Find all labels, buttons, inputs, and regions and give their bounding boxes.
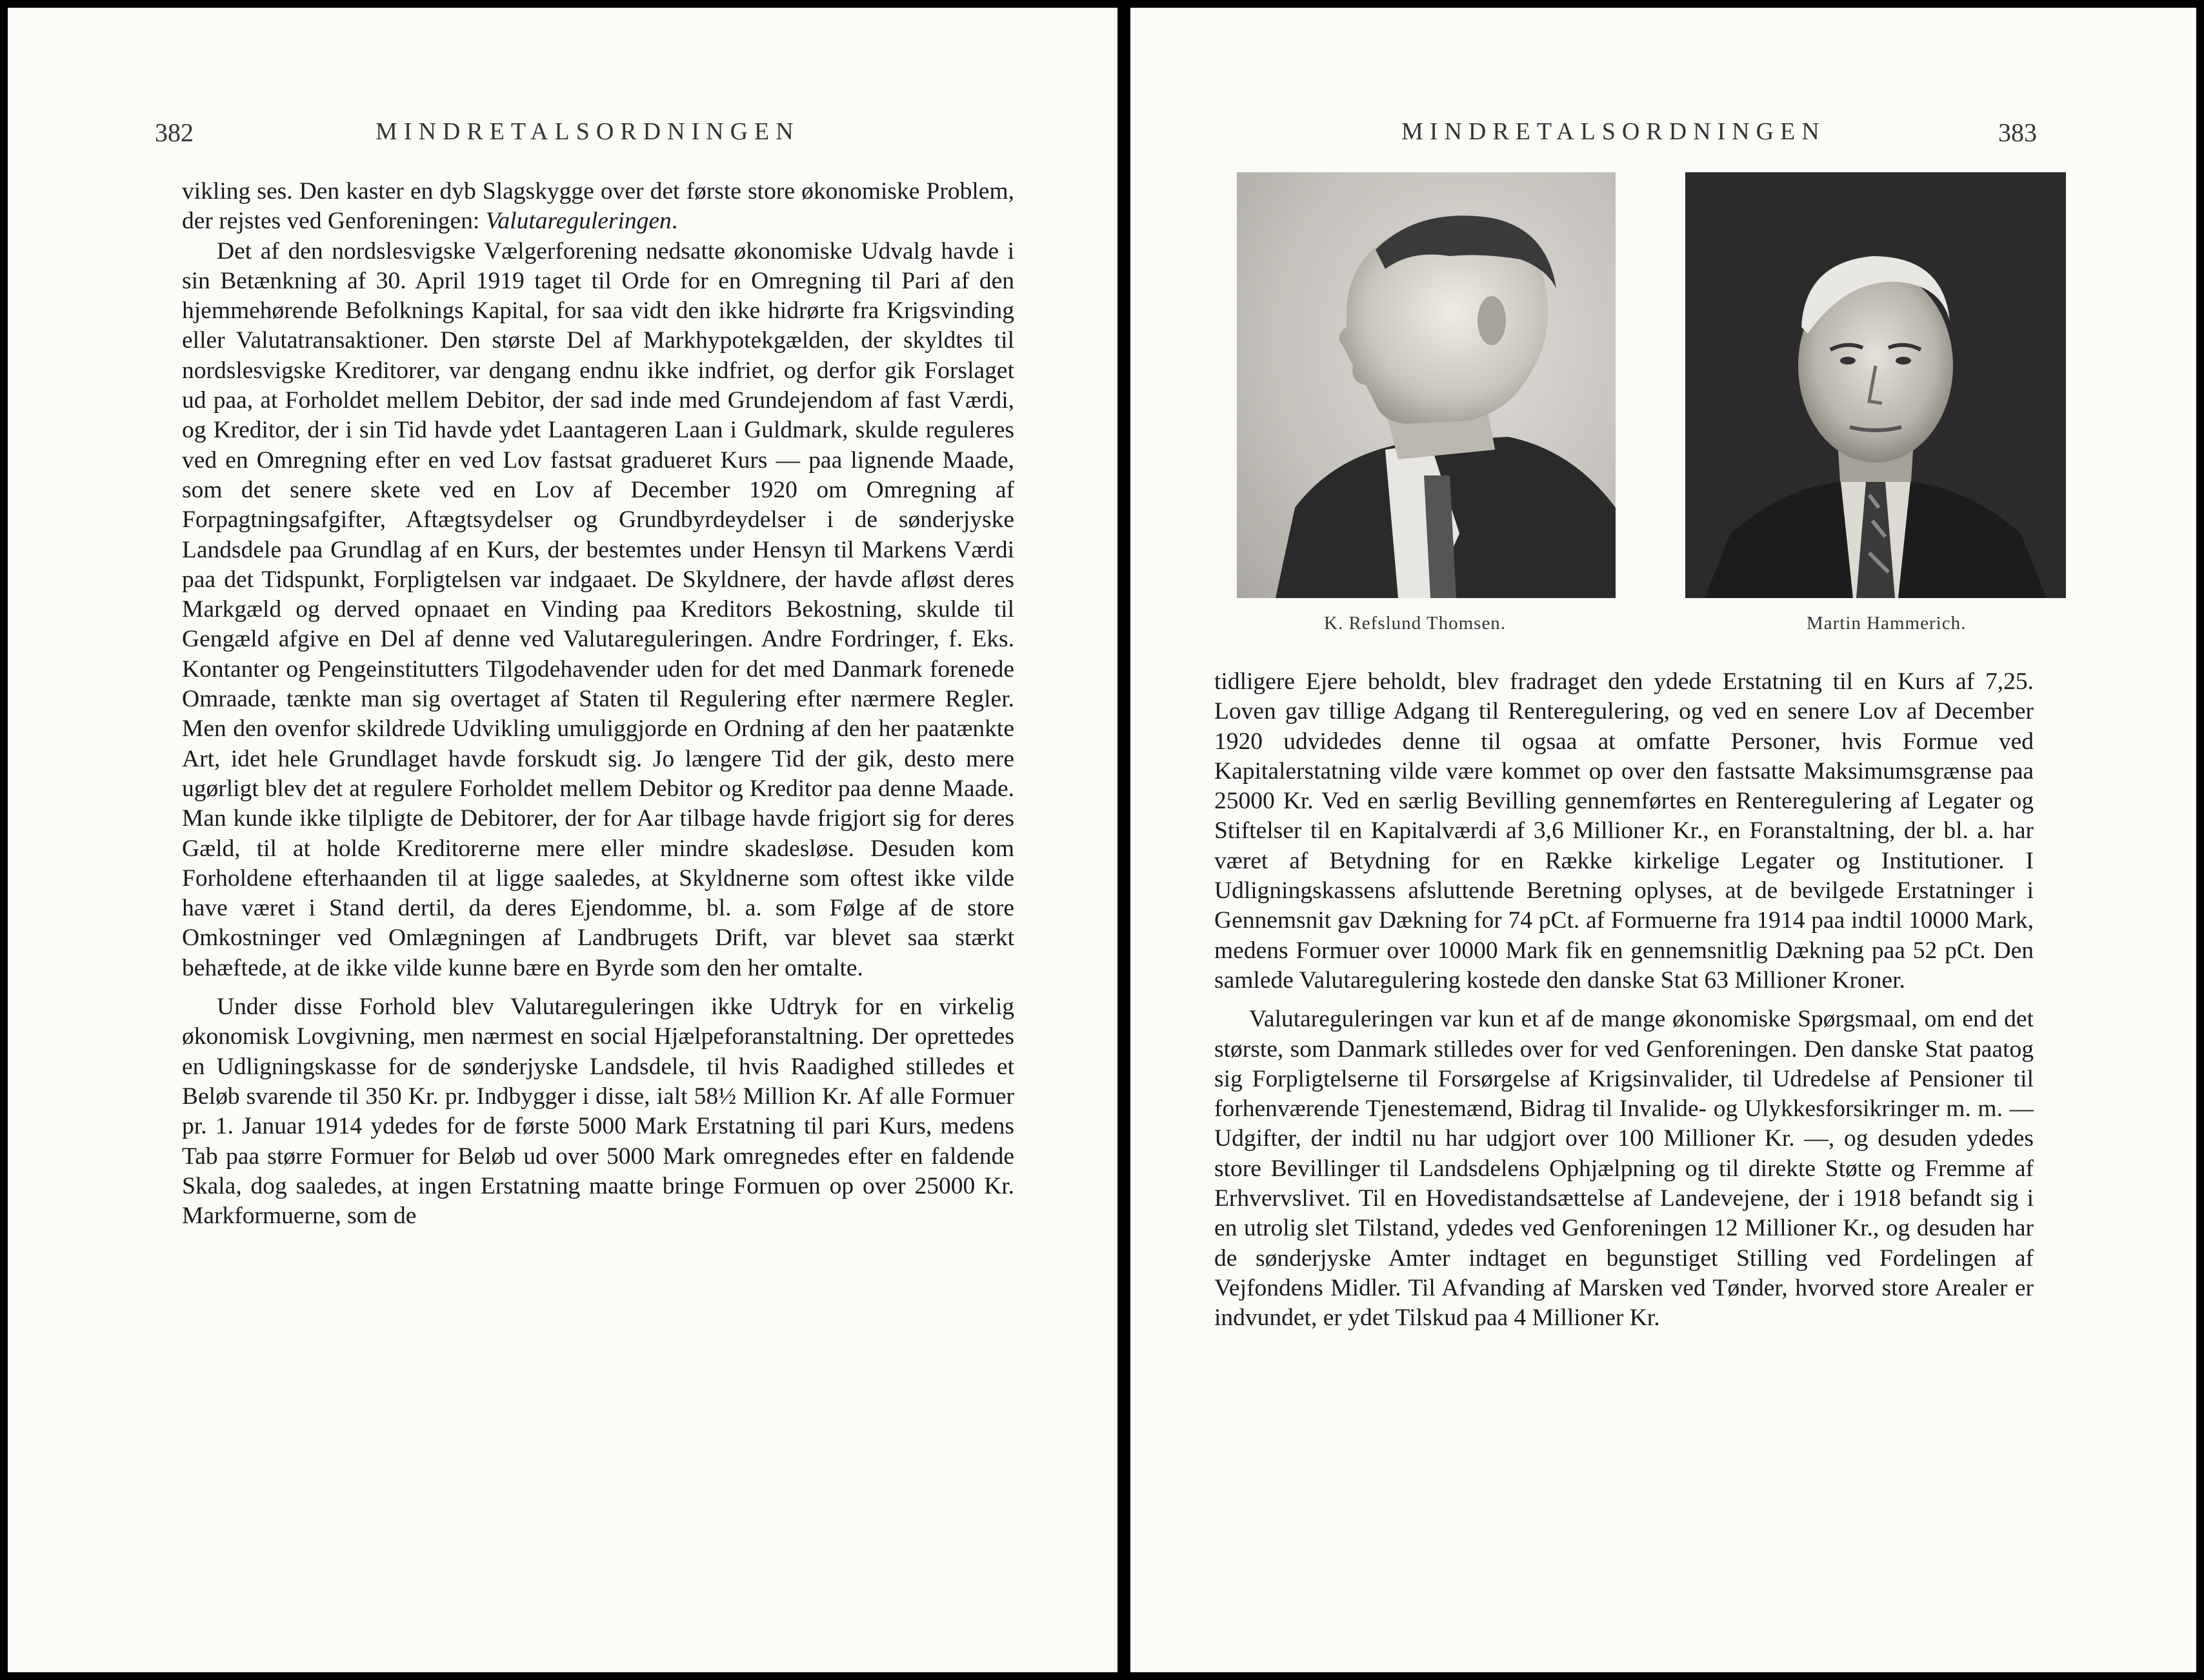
paragraph-text: . [671, 208, 678, 235]
portrait-photo-thomsen [1237, 172, 1616, 598]
body-text [1214, 667, 2034, 1334]
emphasis-term: Valutareguleringen [485, 208, 672, 235]
running-head: MINDRETALSORDNINGEN [376, 118, 800, 145]
right-page [1130, 8, 2196, 1672]
portrait-caption: Martin Hammerich. [1807, 613, 1967, 634]
paragraph [182, 177, 1014, 237]
paragraph: Under disse Forhold blev Valutareguleringen ikke Udtryk for en virkelig økonomisk Lovgivning, men nærmest en social Hjælpeforanstaltning. Der oprettedes en Udligningskasse for de sønderjyske Landsdele, til hvis Raadighed stilledes et Beløb svarende til 350 Kr. pr. Indbygger i disse, ialt 58½ Million Kr. Af alle Formuer pr. 1. Januar 1914 ydedes for de første 5000 Mark Erstatning til pari Kurs, medens Tab paa større Formuer for Beløb ud over 5000 Mark omregnedes efter en faldende Skala, dog saaledes, at ingen Erstatning maatte bringe Formuen op over 25000 Kr. Markformuerne, som de [182, 994, 1014, 1230]
profile-portrait-image [1237, 172, 1616, 598]
frontal-portrait-image [1685, 172, 2066, 598]
page-number: 382 [155, 118, 194, 147]
body-text [182, 177, 1014, 1231]
left-page [8, 8, 1117, 1672]
paragraph: Det af den nordslesvigske Vælgerforening nedsatte økonomiske Udvalg havde i sin Betænkning af 30. April 1919 taget til Orde for en Omregning til Pari af den hjemmehørende Befolknings Kapital, for saa vidt den ikke hidrørte fra Krigsvinding eller Valutatransaktioner. Den største Del af Markhypotekgælden, der skyldtes til nordslesvigske Kreditorer, var dengang endnu ikke indfriet, og derfor gik Forslaget ud paa, at Forholdet mellem Debitor, der sad inde med Grundejendom af fast Værdi, og Kreditor, der i sin Tid havde ydet Laantageren Laan i Guldmark, skulde reguleres ved en Omregning efter en ved Lov fastsat gradueret Kurs — paa lignende Maade, som det senere skete ved en Lov af December 1920 om Omregning af Forpagtningsafgifter, Aftægtsydelser og Grundbyrdeydelser i de sønderjyske Landsdele paa Grundlag af en Kurs, der bestemtes under Hensyn til Markens Værdi paa det Tidspunkt, Forpligtelsen var indgaaet. De Skyldnere, der havde afløst deres Markgæld og derved opnaaet en Vinding paa Kreditors Bekostning, skulde til Gengæld afgive en Del af denne ved Valutareguleringen. Andre Fordringer, f. Eks. Kontanter og Pengeinstitutters Tilgodehavender uden for det med Danmark forenede Omraade, tænkte man sig overtaget af Staten til Regulering efter nærmere Regler. Men den ovenfor skildrede Udvikling umuliggjorde en Ordning af den her paatænkte Art, idet hele Grundlaget havde forskudt sig. Jo længere Tid der gik, desto mere ugørligt blev det at regulere Forholdet mellem Debitor og Kreditor paa denne Maade. Man kunde ikke tilpligte de Debitorer, der for Aar tilbage havde frigjort sig for deres Gæld, til at holde Kreditorerne mere eller mindre skadesløse. Desuden kom Forholdene efterhaanden til at ligge saaledes, at Skyldnerne som oftest ikke vilde have været i Stand dertil, da deres Ejendomme, bl. a. som Følge af de store Omkostninger ved Omlægningen af Landbrugets Drift, var blevet saa stærkt behæftede, at de ikke vilde kunne bære en Byrde som den her omtalte. [182, 237, 1014, 981]
running-head: MINDRETALSORDNINGEN [1401, 118, 1826, 145]
paragraph-text: vikling ses. Den kaster en dyb Slagskygge over det første store økonomiske Problem, der rejstes ved Genforeningen: [182, 178, 1014, 235]
portrait-caption: K. Refslund Thomsen. [1324, 613, 1507, 634]
paragraph: tidligere Ejere beholdt, blev fradraget den ydede Erstatning til en Kurs af 7,25. Loven gav tillige Adgang til Renteregulering, og ved en senere Lov af December 1920 udvidedes denne til ogsaa at omfatte Personer, hvis Formue ved Kapitalerstatning vilde være kommet op over den fastsatte Maksimumsgrænse paa 25000 Kr. Ved en særlig Bevilling gennemførtes en Renteregulering af Legater og Stiftelser til en Kapitalværdi af 3,6 Millioner Kr., en Foranstaltning, der bl. a. har været af Betydning for en Række kirkelige Legater og Institutioner. I Udligningskassens afsluttende Beretning oplyses, at de bevilgede Erstatninger i Gennemsnit gav Dækning for 74 pCt. af Formuerne fra 1914 paa indtil 10000 Mark, medens Formuer over 10000 Mark fik en gennemsnitlig Dækning paa 52 pCt. Den samlede Valutaregulering kostede den danske Stat 63 Millioner Kroner. [1214, 668, 2034, 994]
paragraph: Valutareguleringen var kun et af de mange økonomiske Spørgsmaal, om end det største, som Danmark stilledes over for ved Genforeningen. Den danske Stat paatog sig Forpligtelserne til Forsørgelse af Krigsinvalider, til Udredelse af Pensioner til forhenværende Tjenestemænd, Bidrag til Invalide- og Ulykkesforsikringer m. m. — Udgifter, der indtil nu har udgjort over 100 Millioner Kr. —, og desuden ydedes store Bevillinger til Landsdelens Ophjælpning og til direkte Støtte og Fremme af Erhvervslivet. Til en Hovedistandsættelse af Landevejene, der i 1918 befandt sig i en utrolig slet Tilstand, ydedes ved Genforeningen 12 Millioner Kr., og desuden har de sønderjyske Amter indtaget en begunstiget Stilling ved Fordelingen af Vejfondens Midler. Til Afvanding af Marsken ved Tønder, hvorved store Arealer er indvundet, er ydet Tilskud paa 4 Millioner Kr. [1214, 1006, 2034, 1332]
page-number: 383 [1998, 118, 2037, 147]
portrait-photo-hammerich [1685, 172, 2066, 598]
